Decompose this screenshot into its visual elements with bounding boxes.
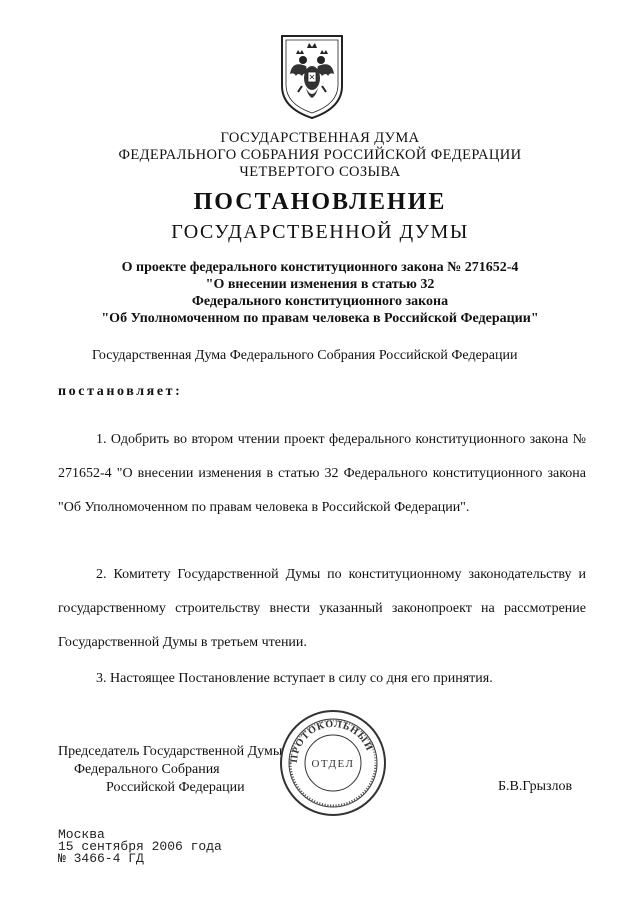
org-line-1: ГОСУДАРСТВЕННАЯ ДУМА	[220, 130, 420, 146]
signatory-title-line-3: Российской Федерации	[106, 780, 245, 795]
subject-line-1: О проекте федерального конституционного закона № 271652-4	[121, 260, 519, 275]
official-round-stamp	[278, 708, 388, 818]
signatory-title	[58, 743, 298, 797]
footer-number: № 3466-4 ГД	[58, 851, 144, 866]
subject-line-3: Федерального конституционного закона	[191, 294, 449, 309]
decree-word: постановляет:	[58, 384, 183, 399]
stamp-ring-text: ПРОТОКОЛЬНЫЙ	[288, 718, 375, 764]
stamp-center-text: ОТДЕЛ	[311, 758, 355, 770]
footer-date: 15 сентября 2006 года	[58, 839, 222, 854]
signatory-title-line-2: Федерального Собрания	[74, 762, 220, 777]
document-subject	[0, 259, 640, 327]
paragraph-3: 3. Настоящее Постановление вступает в силу со дня его принятия.	[96, 671, 493, 686]
document-type-title: ПОСТАНОВЛЕНИЕ	[193, 189, 447, 215]
footer-city: Москва	[58, 827, 105, 842]
preamble: Государственная Дума Федерального Собрания Российской Федерации	[92, 348, 518, 363]
paragraph-1: 1. Одобрить во втором чтении проект федерального конституционного закона № 271652-4 "О внесении изменения в статью 32 Федерального конституционного закона "Об Уполномоченном по правам человека в Российской Федерации".	[58, 432, 586, 515]
svg-text:ПРОТОКОЛЬНЫЙ	[289, 719, 376, 764]
org-line-3: ЧЕТВЕРТОГО СОЗЫВА	[239, 164, 401, 180]
subject-line-4: "Об Уполномоченном по правам человека в Российской Федерации"	[101, 311, 539, 326]
signer-name: Б.В.Грызлов	[498, 779, 573, 794]
org-line-2: ФЕДЕРАЛЬНОГО СОБРАНИЯ РОССИЙСКОЙ ФЕДЕРАЦИИ	[118, 147, 522, 163]
signatory-title-line-1: Председатель Государственной Думы	[58, 744, 283, 759]
subject-line-2: "О внесении изменения в статью 32	[205, 277, 435, 292]
document-issuer-title: ГОСУДАРСТВЕННОЙ ДУМЫ	[171, 221, 469, 243]
russian-coat-of-arms-icon	[276, 30, 348, 122]
issuing-organization	[0, 130, 640, 181]
paragraph-2: 2. Комитету Государственной Думы по конституционному законодательству и государственному строительству внести указанный законопроект на рассмотрение Государственной Думы в третьем чтении.	[58, 567, 586, 650]
document-footer	[58, 829, 222, 865]
